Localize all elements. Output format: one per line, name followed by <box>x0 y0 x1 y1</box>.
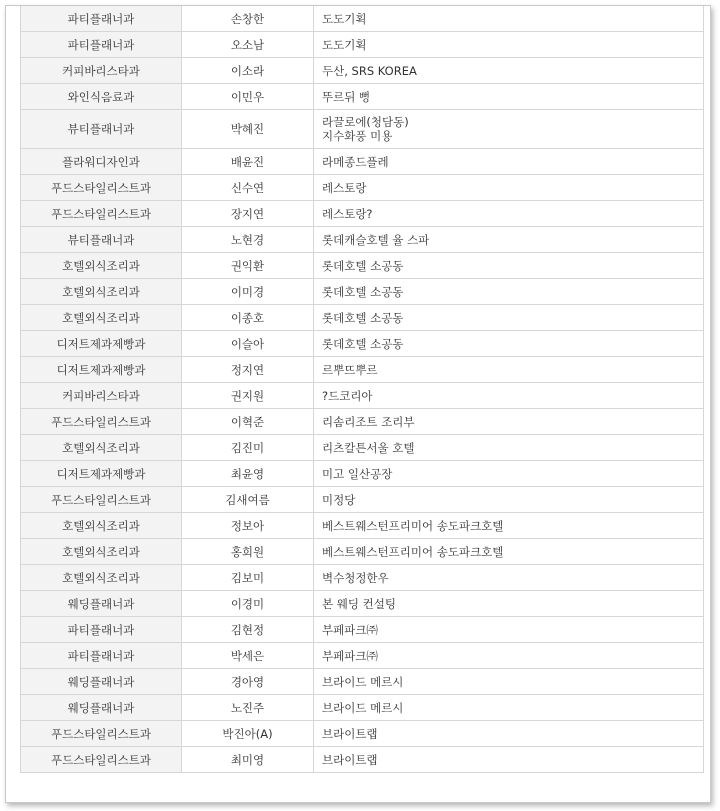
company-cell: 롯데호텔 소공동 <box>314 253 704 279</box>
table-row <box>21 565 704 591</box>
student-name-cell: 이경미 <box>182 591 314 617</box>
department-cell: 뷰티플래너과 <box>21 110 182 149</box>
department-cell: 푸드스타일리스트과 <box>21 175 182 201</box>
student-name-cell: 정보아 <box>182 513 314 539</box>
student-name-cell: 최윤영 <box>182 461 314 487</box>
company-cell: 레스토랑 <box>314 175 704 201</box>
company-cell: 부페파크㈜ <box>314 617 704 643</box>
company-cell: 베스트웨스턴프리미어 송도파크호텔 <box>314 539 704 565</box>
department-cell: 호텔외식조리과 <box>21 565 182 591</box>
student-name-cell: 이슬아 <box>182 331 314 357</box>
table-row <box>21 32 704 58</box>
table-row <box>21 513 704 539</box>
department-cell: 웨딩플래너과 <box>21 591 182 617</box>
department-cell: 디저트제과제빵과 <box>21 357 182 383</box>
table-row <box>21 175 704 201</box>
company-cell: 뚜르뒤 뻥 <box>314 84 704 110</box>
table-row <box>21 539 704 565</box>
table-row <box>21 617 704 643</box>
student-name-cell: 신수연 <box>182 175 314 201</box>
table-row <box>21 357 704 383</box>
company-cell: 도도기획 <box>314 32 704 58</box>
student-name-cell: 박진아(A) <box>182 721 314 747</box>
company-cell: 미고 일산공장 <box>314 461 704 487</box>
student-name-cell: 권익환 <box>182 253 314 279</box>
student-name-cell: 박혜진 <box>182 110 314 149</box>
employment-table-container <box>20 6 703 773</box>
student-name-cell: 김현정 <box>182 617 314 643</box>
department-cell: 호텔외식조리과 <box>21 279 182 305</box>
department-cell: 웨딩플래너과 <box>21 695 182 721</box>
student-name-cell: 장지연 <box>182 201 314 227</box>
student-name-cell: 김보미 <box>182 565 314 591</box>
table-row <box>21 591 704 617</box>
table-row <box>21 305 704 331</box>
table-row <box>21 747 704 773</box>
company-cell: 브라이트랩 <box>314 747 704 773</box>
department-cell: 호텔외식조리과 <box>21 539 182 565</box>
student-name-cell: 이혁준 <box>182 409 314 435</box>
department-cell: 디저트제과제빵과 <box>21 461 182 487</box>
company-cell: 리츠칼튼서울 호텔 <box>314 435 704 461</box>
department-cell: 푸드스타일리스트과 <box>21 487 182 513</box>
table-row <box>21 409 704 435</box>
company-cell: 롯데호텔 소공동 <box>314 331 704 357</box>
department-cell: 푸드스타일리스트과 <box>21 721 182 747</box>
table-row <box>21 383 704 409</box>
company-cell: 두산, SRS KOREA <box>314 58 704 84</box>
department-cell: 와인식음료과 <box>21 84 182 110</box>
student-name-cell: 이종호 <box>182 305 314 331</box>
student-name-cell: 오소남 <box>182 32 314 58</box>
table-row <box>21 695 704 721</box>
company-cell: 미정당 <box>314 487 704 513</box>
table-row <box>21 58 704 84</box>
company-cell: 브라이드 메르시 <box>314 669 704 695</box>
department-cell: 웨딩플래너과 <box>21 669 182 695</box>
student-name-cell: 김진미 <box>182 435 314 461</box>
table-row <box>21 6 704 32</box>
department-cell: 파티플래너과 <box>21 6 182 32</box>
student-name-cell: 손창한 <box>182 6 314 32</box>
table-row <box>21 487 704 513</box>
employment-table <box>20 6 704 773</box>
department-cell: 호텔외식조리과 <box>21 435 182 461</box>
student-name-cell: 박세은 <box>182 643 314 669</box>
table-row <box>21 331 704 357</box>
company-cell: 리솜리조트 조리부 <box>314 409 704 435</box>
company-cell: 라메종드플레 <box>314 149 704 175</box>
table-row <box>21 227 704 253</box>
company-cell: 베스트웨스턴프리미어 송도파크호텔 <box>314 513 704 539</box>
department-cell: 커피바리스타과 <box>21 58 182 84</box>
table-row <box>21 461 704 487</box>
company-cell: 브라이드 메르시 <box>314 695 704 721</box>
company-cell: 본 웨딩 컨설팅 <box>314 591 704 617</box>
table-row <box>21 201 704 227</box>
student-name-cell: 이민우 <box>182 84 314 110</box>
table-row <box>21 110 704 149</box>
table-row <box>21 253 704 279</box>
department-cell: 디저트제과제빵과 <box>21 331 182 357</box>
department-cell: 파티플래너과 <box>21 32 182 58</box>
department-cell: 호텔외식조리과 <box>21 253 182 279</box>
company-cell: 브라이트랩 <box>314 721 704 747</box>
student-name-cell: 김새여름 <box>182 487 314 513</box>
company-cell: 롯데호텔 소공동 <box>314 305 704 331</box>
department-cell: 파티플래너과 <box>21 643 182 669</box>
student-name-cell: 이미경 <box>182 279 314 305</box>
table-row <box>21 149 704 175</box>
company-cell: 벽수청정한우 <box>314 565 704 591</box>
department-cell: 플라워디자인과 <box>21 149 182 175</box>
table-body <box>21 6 704 773</box>
student-name-cell: 경아영 <box>182 669 314 695</box>
table-row <box>21 721 704 747</box>
student-name-cell: 최미영 <box>182 747 314 773</box>
department-cell: 뷰티플래너과 <box>21 227 182 253</box>
table-row <box>21 669 704 695</box>
company-cell: 레스토랑? <box>314 201 704 227</box>
company-cell: ?드코리아 <box>314 383 704 409</box>
company-cell: 라끌로에(청담동) 지수화풍 미용 <box>314 110 704 149</box>
department-cell: 파티플래너과 <box>21 617 182 643</box>
company-cell: 롯데캐슬호텔 율 스파 <box>314 227 704 253</box>
document-frame <box>5 5 711 803</box>
student-name-cell: 노현경 <box>182 227 314 253</box>
table-row <box>21 435 704 461</box>
company-cell: 부페파크㈜ <box>314 643 704 669</box>
company-cell: 도도기획 <box>314 6 704 32</box>
student-name-cell: 배윤진 <box>182 149 314 175</box>
student-name-cell: 홍희원 <box>182 539 314 565</box>
company-cell: 롯데호텔 소공동 <box>314 279 704 305</box>
student-name-cell: 노진주 <box>182 695 314 721</box>
company-cell: 르뿌뜨뿌르 <box>314 357 704 383</box>
table-row <box>21 84 704 110</box>
student-name-cell: 권지원 <box>182 383 314 409</box>
department-cell: 호텔외식조리과 <box>21 305 182 331</box>
department-cell: 커피바리스타과 <box>21 383 182 409</box>
department-cell: 푸드스타일리스트과 <box>21 409 182 435</box>
student-name-cell: 이소라 <box>182 58 314 84</box>
student-name-cell: 정지연 <box>182 357 314 383</box>
department-cell: 호텔외식조리과 <box>21 513 182 539</box>
table-row <box>21 279 704 305</box>
department-cell: 푸드스타일리스트과 <box>21 747 182 773</box>
department-cell: 푸드스타일리스트과 <box>21 201 182 227</box>
table-row <box>21 643 704 669</box>
